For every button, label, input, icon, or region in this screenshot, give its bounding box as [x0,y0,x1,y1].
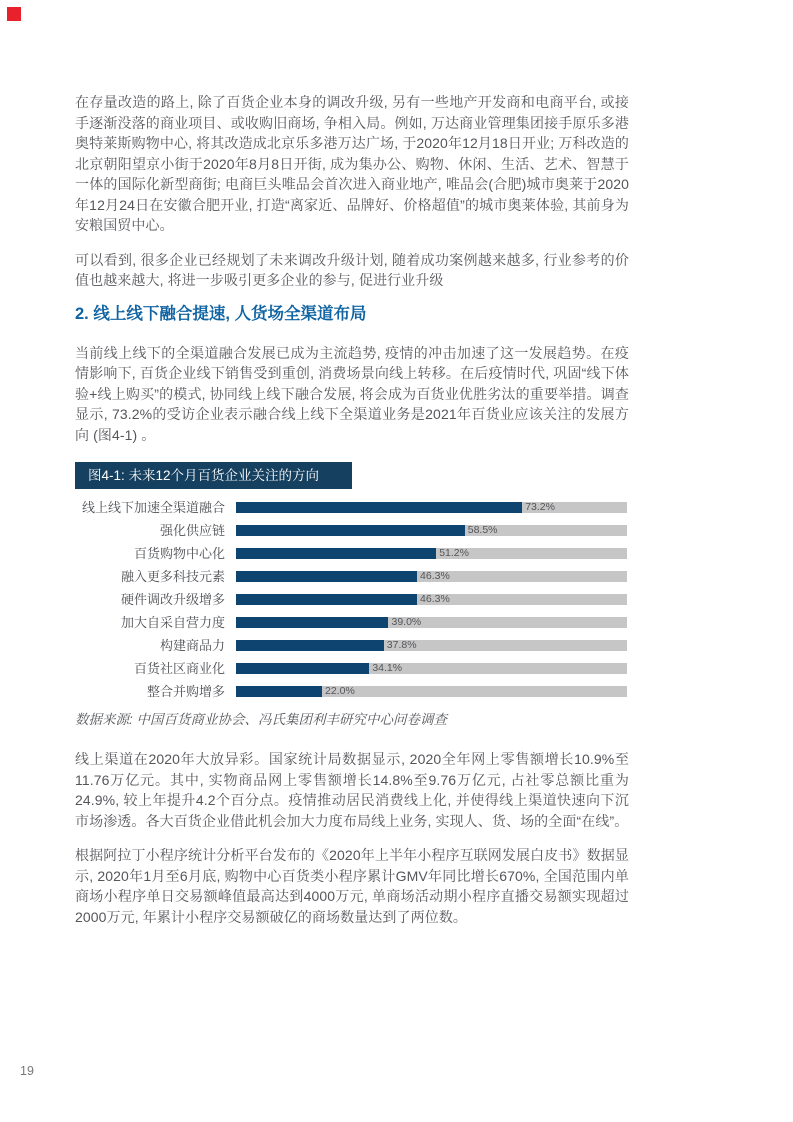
chart-row-label: 构建商品力 [159,637,225,653]
chart-bar-fill [236,594,417,605]
chart-bar-track [236,525,627,536]
chart-bar-fill [236,525,465,536]
chart-row [75,499,629,515]
chart-value-label: 73.2% [525,501,555,513]
chart-row-label: 百货购物中心化 [133,545,225,561]
page-number: 19 [20,1064,34,1078]
chart-row-label: 加大自采自营力度 [120,614,225,630]
chart-row [75,545,629,561]
chart-bar-fill [236,548,436,559]
content-column [75,92,629,927]
chart-bar-track [236,617,627,628]
chart-bar-track [236,640,627,651]
paragraph: 根据阿拉丁小程序统计分析平台发布的《2020年上半年小程序互联网发展白皮书》数据显示, 2020年1月至6月底, 购物中心百货类小程序累计GMV年同比增长670%, 全国范围内单商场小程序单日交易额峰值最高达到4000万元, 单商场活动期小程序直播交易额实现超过2000万元, 年累计小程序交易额破亿的商场数量达到了两位数。 [75,847,629,925]
chart-bar-fill [236,617,388,628]
bar-chart [75,499,629,699]
chart-bar-fill [236,502,522,513]
chart-bar-fill [236,663,369,674]
chart-row [75,522,629,538]
chart-row [75,660,629,676]
figure-title-bar [75,462,352,489]
chart-value-label: 58.5% [467,524,498,536]
chart-bar-track [236,571,627,582]
chart-bar-track [236,663,627,674]
chart-row [75,591,629,607]
figure-4-1 [75,462,629,728]
chart-bar-track [236,548,627,559]
chart-bar-track [236,686,627,697]
paragraph: 线上渠道在2020年大放异彩。国家统计局数据显示, 2020全年网上零售额增长10.9%至11.76万亿元。其中, 实物商品网上零售额增长14.8%至9.76万亿元, 占社零总额比重为24.9%, 较上年提升4.2个百分点。疫情推动居民消费线上化, 并使得线上渠道快速向下沉市场渗透。各大百货企业借此机会加大力度布局线上业务, 实现人、货、场的全面“在线”。 [75,751,629,829]
chart-bar-track [236,502,627,513]
chart-row-label: 强化供应链 [159,522,225,538]
chart-bar-fill [236,640,384,651]
chart-row-label: 线上线下加速全渠道融合 [81,499,225,515]
chart-value-label: 46.3% [420,570,450,582]
chart-row [75,568,629,584]
chart-row-label: 整合并购增多 [146,683,225,699]
figure-title: 图4-1: 未来12个月百货企业关注的方向 [88,468,320,483]
chart-row [75,614,629,630]
chart-value-label: 22.0% [325,685,355,697]
paragraph: 当前线上线下的全渠道融合发展已成为主流趋势, 疫情的冲击加速了这一发展趋势。在疫情影响下, 百货企业线下销售受到重创, 消费场景向线上转移。在后疫情时代, 巩固“线下体验+线上购买”的模式, 协同线上线下融合发展, 将会成为百货业优胜劣汰的重要举措。调查显示, 73.2%的受访企业表示融合线上线下全渠道业务是2021年百货业应该关注的发展方向 (图4-1) 。 [75,344,629,443]
chart-value-label: 37.8% [386,639,417,651]
paragraph: 在存量改造的路上, 除了百货企业本身的调改升级, 另有一些地产开发商和电商平台, 或接手逐渐没落的商业项目、或收购旧商场, 争相入局。例如, 万达商业管理集团接手原乐多港奥特莱斯购物中心, 将其改造成北京乐多港万达广场, 于2020年12月18日开业; 万科改造的北京朝阳望京小街于2020年8月8日开街, 成为集办公、购物、休闲、生活、艺术、智慧于一体的国际化新型商街; 电商巨头唯品会首次进入商业地产, 唯品会(合肥)城市奥莱于2020年12月24日在安徽合肥开业, 打造“离家近、品牌好、价格超值”的城市奥莱体验, 其前身为安粮国贸中心。 [75,94,629,233]
chart-value-label: 51.2% [439,547,469,559]
chart-bar-track [236,594,627,605]
chart-value-label: 39.0% [391,616,422,628]
chart-row-label: 硬件调改升级增多 [120,591,225,607]
paragraph: 可以看到, 很多企业已经规划了未来调改升级计划, 随着成功案例越来越多, 行业参考的价值也越来越大, 将进一步吸引更多企业的参与, 促进行业升级 [75,251,629,288]
chart-source: 数据来源: 中国百货商业协会、冯氏集团利丰研究中心问卷调查 [75,712,448,727]
section-heading: 2. 线上线下融合提速, 人货场全渠道布局 [75,304,367,323]
chart-bar-fill [236,571,417,582]
chart-row-label: 融入更多科技元素 [120,568,225,584]
brand-logo-red-square [7,7,21,21]
chart-row [75,683,629,699]
chart-value-label: 46.3% [420,593,450,605]
chart-row-label: 百货社区商业化 [133,660,225,676]
chart-row [75,637,629,653]
chart-value-label: 34.1% [372,662,403,674]
chart-bar-fill [236,686,322,697]
